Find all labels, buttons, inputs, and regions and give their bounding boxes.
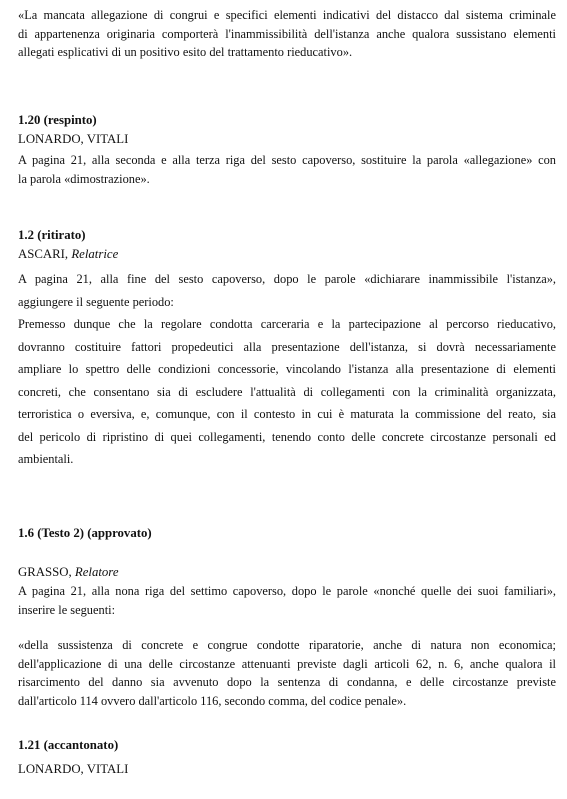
amendment-body-line: ambientali.	[18, 452, 74, 466]
amendment-role: Relatore	[74, 565, 119, 579]
intro-quote	[18, 6, 556, 62]
amendment-heading: 1.2 (ritirato)	[18, 228, 86, 242]
quote-line: «della sussistenza di concrete e congrue condotte riparatorie, anche di natura non economica;	[18, 638, 556, 652]
amendment-body-line: del pericolo di ripristino di quei collegamenti, tenendo conto delle concrete circostanze personali ed	[18, 429, 556, 444]
amendment-body-line: concreti, che consentano sia di escludere l'attualità di collegamenti con la criminalità organizzata,	[18, 384, 556, 399]
amendment-1-21	[18, 736, 556, 779]
amendment-body-line: ampliare lo spettro delle condizioni concessorie, vincolando l'istanza alla presentazione di elementi	[18, 362, 556, 376]
quote-line: dall'articolo 114 ovvero dall'articolo 116, secondo comma, del codice penale».	[18, 693, 407, 708]
amendment-1-6	[18, 524, 556, 710]
amendment-body-line: la parola «dimostrazione».	[18, 171, 150, 186]
amendment-authors: ASCARI, Relatrice	[18, 247, 119, 261]
amendment-1-2	[18, 226, 556, 471]
amendment-1-20	[18, 111, 556, 188]
amendment-inserted-quote	[18, 636, 556, 710]
intro-quote-line: «La mancata allegazione di congrui e specifici elementi indicativi del distacco dal sistema criminale	[18, 8, 556, 22]
amendment-body-line: dovranno costituire fattori propedeutici alla presentazione dell'istanza, si dovrà necessariamente	[18, 339, 556, 354]
amendment-heading: 1.6 (Testo 2) (approvato)	[18, 526, 152, 540]
intro-quote-line: di appartenenza originaria comporterà l'inammissibilità dell'istanza anche qualora sussistano elementi	[18, 26, 556, 41]
amendment-heading: 1.20 (respinto)	[18, 113, 97, 127]
amendment-authors: GRASSO, Relatore	[18, 565, 119, 579]
amendment-body-line: A pagina 21, alla seconda e alla terza riga del sesto capoverso, sostituire la parola «allegazione» con	[18, 153, 556, 167]
amendment-body-line: aggiungere il seguente periodo:	[18, 294, 174, 309]
amendment-body-line: terroristica o eversiva, e, comunque, con il contesto in cui è maturata la commissione del reato, sia	[18, 407, 556, 421]
amendment-heading: 1.21 (accantonato)	[18, 738, 119, 752]
amendment-body-line: A pagina 21, alla nona riga del settimo capoverso, dopo le parole «nonché quelle dei suoi familiari»,	[18, 584, 556, 598]
amendment-authors: LONARDO, VITALI	[18, 132, 129, 146]
quote-line: dell'applicazione di una delle circostanze attenuanti previste dagli articoli 62, n. 6, anche qualora il	[18, 656, 556, 671]
quote-line: risarcimento del danno sia avvenuto dopo la sentenza di condanna, e delle circostanze previste	[18, 675, 556, 689]
amendment-body-line: inserire le seguenti:	[18, 602, 116, 617]
amendment-body	[18, 268, 556, 471]
amendment-authors: LONARDO, VITALI	[18, 762, 129, 776]
amendment-role: Relatrice	[71, 247, 119, 261]
intro-quote-line: allegati esplicativi di un positivo esito del trattamento rieducativo».	[18, 45, 353, 59]
amendment-body-line: Premesso dunque che la regolare condotta carceraria e la partecipazione al percorso rieducativo,	[18, 317, 556, 331]
amendment-body-line: A pagina 21, alla fine del sesto capoverso, dopo le parole «dichiarare inammissibile l'istanza»,	[18, 272, 556, 286]
